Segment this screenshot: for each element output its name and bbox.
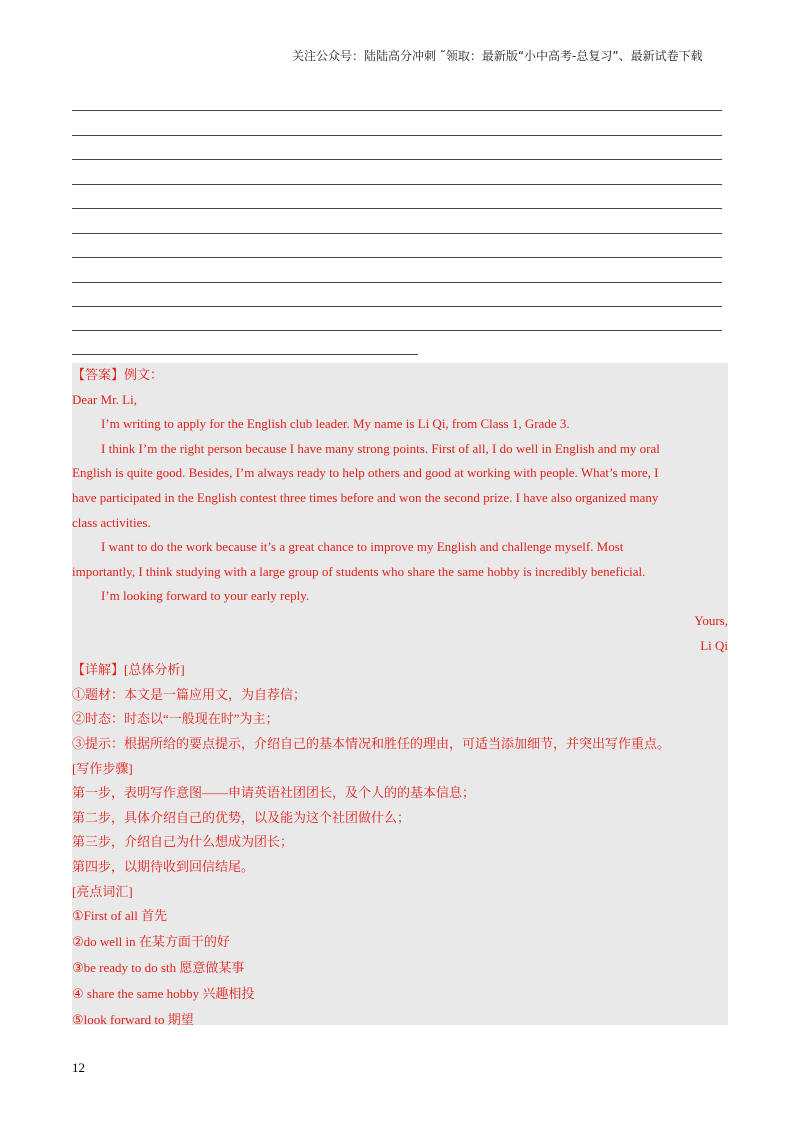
steps-label: [写作步骤] — [72, 760, 133, 776]
vocab-item: ④ share the same hobby 兴趣相投 — [72, 986, 255, 1001]
writing-line — [72, 233, 722, 234]
letter-line: I want to do the work because it’s a great chance to improve my English and challenge myself. Most — [101, 539, 624, 555]
vocab-item: ⑤look forward to 期望 — [72, 1012, 194, 1027]
writing-line — [72, 282, 722, 283]
detail-label: 【详解】[总体分析] — [72, 662, 185, 678]
answer-label: 【答案】例文： — [72, 367, 164, 382]
vocab-item: ②do well in 在某方面干的好 — [72, 934, 230, 949]
step-item: 第三步，介绍自己为什么想成为团长； — [72, 834, 294, 850]
writing-line — [72, 354, 418, 355]
letter-line: English is quite good. Besides, I’m always ready to help others and good at working with people. What’s more, I — [72, 465, 659, 481]
page-header: 关注公众号：陆陆高分冲刺 ˜领取：最新版“小中高考-总复习”、最新试卷下载 — [292, 49, 703, 63]
analysis-item: ②时态：时态以“一般现在时”为主； — [72, 711, 279, 727]
letter-line: have participated in the English contest three times before and won the second prize. I have also organized many — [72, 490, 659, 505]
writing-line — [72, 110, 722, 111]
vocab-label: [亮点词汇] — [72, 883, 133, 899]
vocab-item: ①First of all 首先 — [72, 908, 168, 924]
analysis-item: ③提示：根据所给的要点提示，介绍自己的基本情况和胜任的理由，可适当添加细节，并突出写作重点。 — [72, 736, 671, 751]
writing-line — [72, 257, 722, 258]
writing-line — [72, 306, 722, 307]
letter-line: importantly, I think studying with a large group of students who share the same hobby is incredibly beneficial. — [72, 563, 646, 579]
letter-line: class activities. — [72, 514, 151, 530]
writing-line — [72, 330, 722, 331]
letter-line: I’m writing to apply for the English club leader. My name is Li Qi, from Class 1, Grade 3. — [101, 416, 570, 432]
step-item: 第一步，表明写作意图——申请英语社团团长，及个人的的基本信息； — [72, 785, 476, 801]
vocab-item: ③be ready to do sth 愿意做某事 — [72, 960, 245, 975]
analysis-item: ①题材：本文是一篇应用文，为自荐信； — [72, 686, 307, 702]
writing-line — [72, 135, 722, 136]
step-item: 第二步，具体介绍自己的优势，以及能为这个社团做什么； — [72, 809, 411, 825]
letter-salutation: Dear Mr. Li, — [72, 391, 137, 407]
letter-line: I think I’m the right person because I have many strong points. First of all, I do well in English and my oral — [101, 440, 660, 456]
letter-line: I’m looking forward to your early reply. — [101, 588, 310, 604]
letter-closing: Yours, — [694, 613, 728, 628]
letter-signature: Li Qi — [700, 637, 728, 653]
step-item: 第四步，以期待收到回信结尾。 — [72, 859, 255, 874]
writing-line — [72, 159, 722, 160]
writing-line — [72, 184, 722, 185]
page-number: 12 — [72, 1060, 85, 1075]
writing-line — [72, 208, 722, 209]
